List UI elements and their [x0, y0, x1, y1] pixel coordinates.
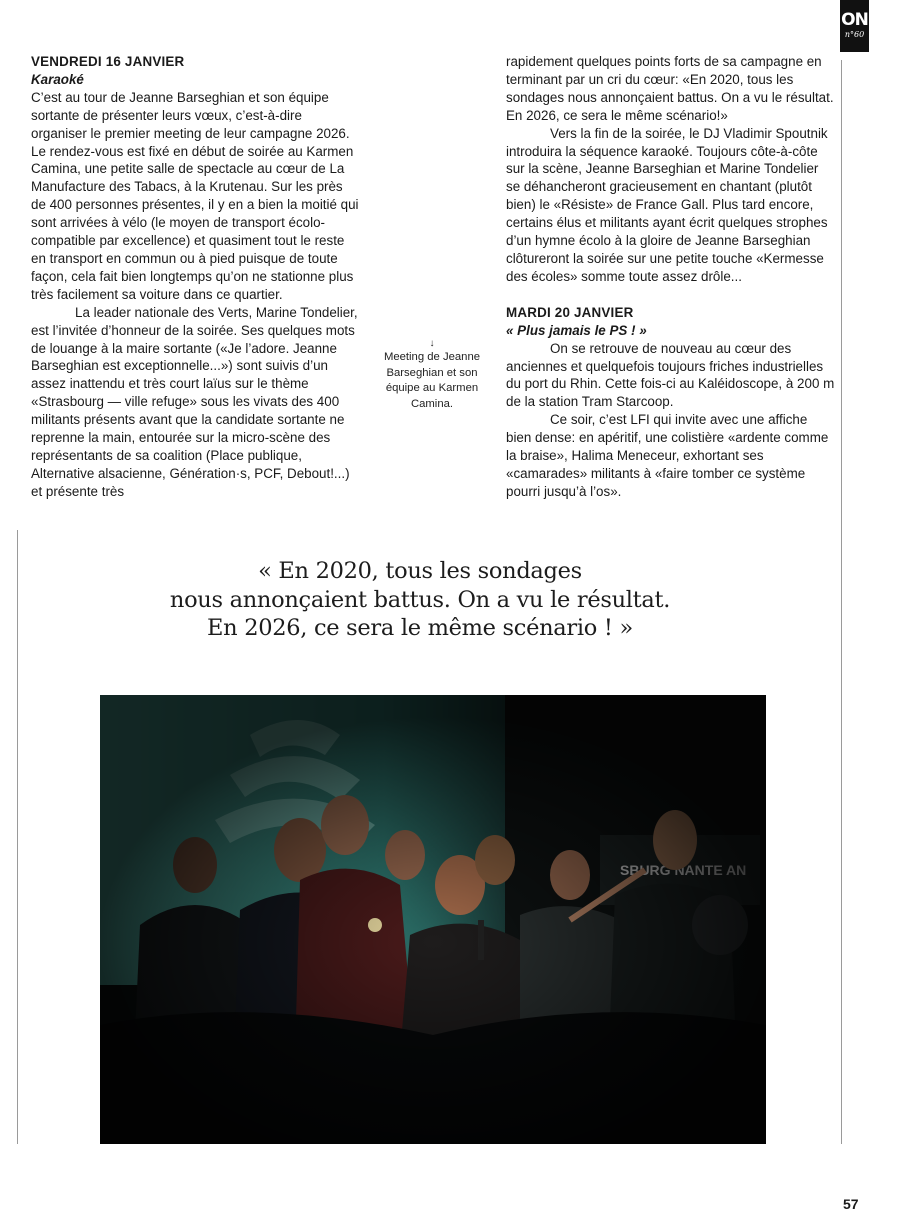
section-subheading-ps: « Plus jamais le PS ! » [506, 322, 647, 338]
paragraph: C’est au tour de Jeanne Barseghian et son équipe sortante de présenter leurs vœux, c’est-à-dire organiser le premier meeting de leur campagne 2026. Le rendez-vous est fixé en début de soirée au Karmen Camina, une petite salle de spectacle au cœur de La Manufacture des Tabacs, à la Krutenau. Sur les près de 400 personnes présentes, il y en a bien la moitié qui sont arrivées à vélo (le moyen de transport écolo-compatible par excellence) et quasiment tout le reste en transport en commun ou à pied puisque de toute façon, cela fait bien longtemps qu’on ne stationne plus très facilement sa voiture dans ce quartier. [31, 89, 359, 302]
paragraph: Ce soir, c’est LFI qui invite avec une affiche bien dense: en apéritif, une colistière «ardente comme la braise», Halima Meneceur, exhortant ses «camarades» militants à «faire tomber ce système pourri jusqu’à l’os». [506, 412, 829, 499]
pull-quote-line: « En 2020, tous les sondages [258, 558, 582, 584]
pull-quote-line: nous annonçaient battus. On a vu le résultat. [169, 586, 671, 613]
left-text-column [31, 53, 361, 501]
logo-brand: ON [841, 10, 868, 30]
section-subheading-karaoke: Karaoké [31, 71, 84, 87]
paragraph: La leader nationale des Verts, Marine Tondelier, est l’invitée d’honneur de la soirée. Ses quelques mots de louange à la maire sortante («Je l’adore. Jeanne Barseghian est exceptionnelle...») sont suivis d’un assez inattendu et très court laïus sur le thème «Strasbourg — ville refuge» sous les vivats des 400 militants présents avant que la candidate sortante ne reprenne la main, entourée sur la micro-scène des représentants de sa coalition (Place publique, Alternative alsacienne, Génération·s, PCF, Debout!...) et présente très [31, 304, 358, 499]
paragraph: Vers la fin de la soirée, le DJ Vladimir Spoutnik introduira la séquence karaoké. Toujours côte-à-côte sur la scène, Jeanne Barseghian et Marine Tondelier se déhancheront gracieusement en chantant (plutôt bien) le «Résiste» de France Gall. Plus tard encore, certains élus et militants ayant écrit quelques strophes d’un hymne écolo à la gloire de Jeanne Barseghian clôtureront la soirée sur une petite touche «Kermesse des écoles» somme toute assez drôle... [506, 125, 828, 284]
crowd-photo-illustration [100, 695, 766, 1144]
pull-quote [60, 557, 780, 643]
right-text-column [506, 53, 836, 501]
photo-caption [382, 338, 482, 412]
left-margin-rule [17, 530, 18, 1144]
page-number: 57 [843, 1196, 859, 1212]
pull-quote-line: En 2026, ce sera le même scénario ! » [207, 615, 633, 641]
paragraph: rapidement quelques points forts de sa campagne en terminant par un cri du cœur: «En 2020, tous les sondages nous annonçaient battus. On a vu le résultat. En 2026, ce sera le même scénario!» [506, 54, 834, 123]
section-heading-tuesday: MARDI 20 JANVIER [506, 304, 634, 320]
right-margin-rule [841, 60, 842, 1144]
arrow-down-icon: ↓ [429, 338, 435, 349]
paragraph: On se retrouve de nouveau au cœur des anciennes et quelquefois toujours friches industrielles du port du Rhin. Cette fois-ci au Kaléidoscope, à 200 m de la station Tram Starcoop. [506, 340, 835, 410]
caption-text: Meeting de Jeanne Barseghian et son équipe au Karmen Camina. [383, 351, 481, 410]
magazine-logo [840, 0, 869, 52]
logo-issue-number: n°60 [844, 30, 865, 39]
section-heading-friday: VENDREDI 16 JANVIER [31, 54, 185, 69]
event-photo [100, 695, 766, 1144]
